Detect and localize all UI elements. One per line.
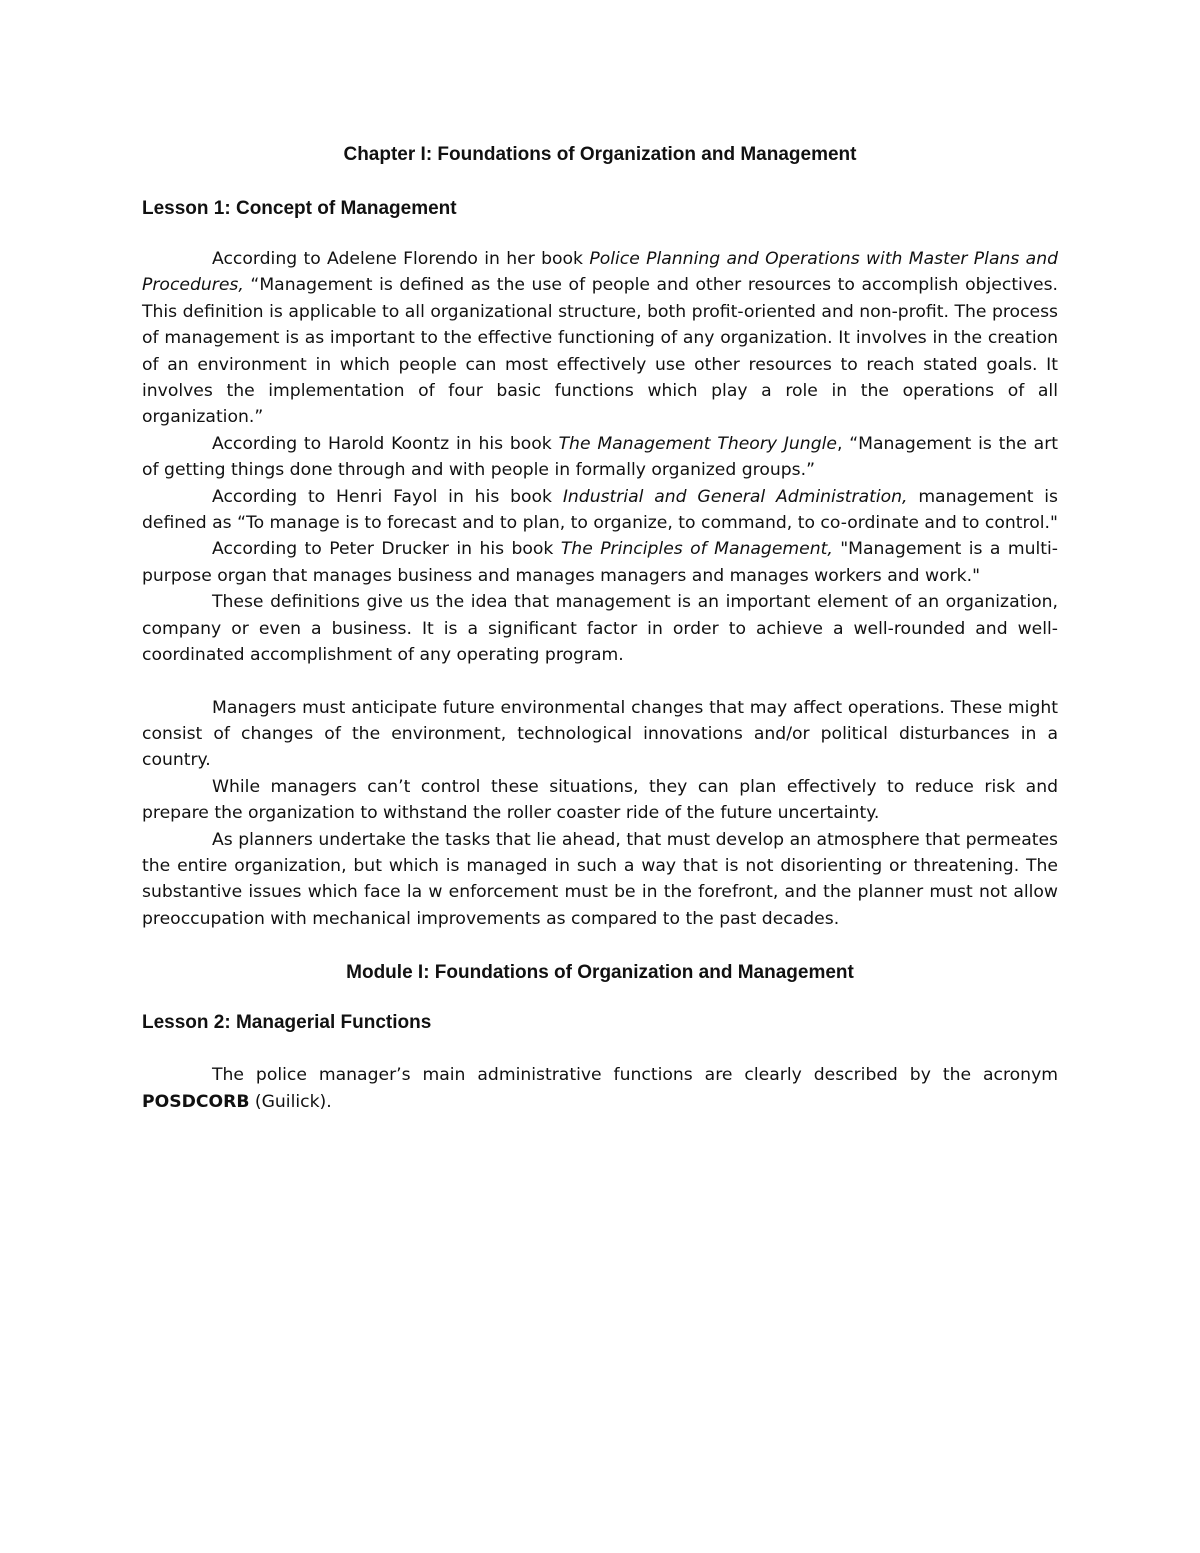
book-title-koontz: The Management Theory Jungle — [558, 433, 837, 454]
book-title-drucker: The Principles of Management, — [560, 539, 833, 560]
paragraph-koontz-intro: According to Harold Koontz in his book — [212, 433, 559, 454]
paragraph-posdcorb-end: (Guilick). — [249, 1091, 332, 1112]
book-title-florendo: Police Planning and Operations with Master Plans and Procedures, — [142, 249, 1058, 296]
paragraph-drucker-body: "Management is a multi-purpose organ that manages business and manages managers and manages workers and work." — [142, 539, 1059, 586]
lesson-2-title: Lesson 2: Managerial Functions — [142, 1012, 432, 1034]
paragraph-drucker-intro: According to Peter Drucker in his book — [212, 539, 561, 560]
acronym-posdcorb: POSDCORB — [142, 1091, 250, 1112]
paragraph-posdcorb — [142, 1062, 1058, 1115]
paragraph-drucker — [142, 536, 1058, 589]
module-title: Module I: Foundations of Organization and Management — [346, 962, 854, 984]
lesson-1-title: Lesson 1: Concept of Management — [142, 198, 457, 219]
paragraph-fayol — [142, 484, 1058, 537]
paragraph-florendo-body: “Management is defined as the use of people and other resources to accomplish objectives. This definition is applicable to all organizational structure, both profit-oriented and non-profit. The process of management is as important to the effective functioning of any organization. It involves in the creation of an environment in which people can most effectively use other resources to reach stated goals. It involves the implementation of four basic functions which play a role in the operations of all organization.” — [142, 275, 1058, 428]
paragraph-koontz-body: , “Management is the art of getting things done through and with people in formally organized groups.” — [142, 433, 1058, 481]
paragraph-definitions: These definitions give us the idea that management is an important element of an organization, company or even a business. It is a significant factor in order to achieve a well-rounded and well-coordinated accomplishment of any operating program. — [142, 592, 1058, 666]
book-title-fayol: Industrial and General Administration, — [562, 486, 908, 507]
paragraph-koontz — [142, 431, 1058, 484]
paragraph-florendo-intro: According to Adelene Florendo in her book — [212, 249, 590, 269]
paragraph-control: While managers can’t control these situations, they can plan effectively to reduce risk and prepare the organization to withstand the roller coaster ride of the future uncertainty. — [142, 776, 1058, 824]
paragraph-fayol-body: management is defined as “To manage is to forecast and to plan, to organize, to command, to co-ordinate and to control." — [142, 486, 1058, 534]
chapter-title: Chapter I: Foundations of Organization and Management — [343, 144, 857, 165]
paragraph-florendo — [142, 246, 1058, 431]
document-page — [142, 138, 1058, 1115]
paragraph-fayol-intro: According to Henri Fayol in his book — [212, 486, 563, 507]
paragraph-anticipate: Managers must anticipate future environmental changes that may affect operations. These might consist of changes of the environment, technological innovations and/or political disturbances in a country. — [142, 697, 1058, 771]
paragraph-posdcorb-intro: The police manager’s main administrative functions are clearly described by the acronym — [212, 1065, 1058, 1086]
paragraph-planners: As planners undertake the tasks that lie ahead, that must develop an atmosphere that permeates the entire organization, but which is managed in such a way that is not disorienting or threatening. The substantive issues which face la w enforcement must be in the forefront, and the planner must not allow preoccupation with mechanical improvements as compared to the past decades. — [142, 829, 1058, 929]
